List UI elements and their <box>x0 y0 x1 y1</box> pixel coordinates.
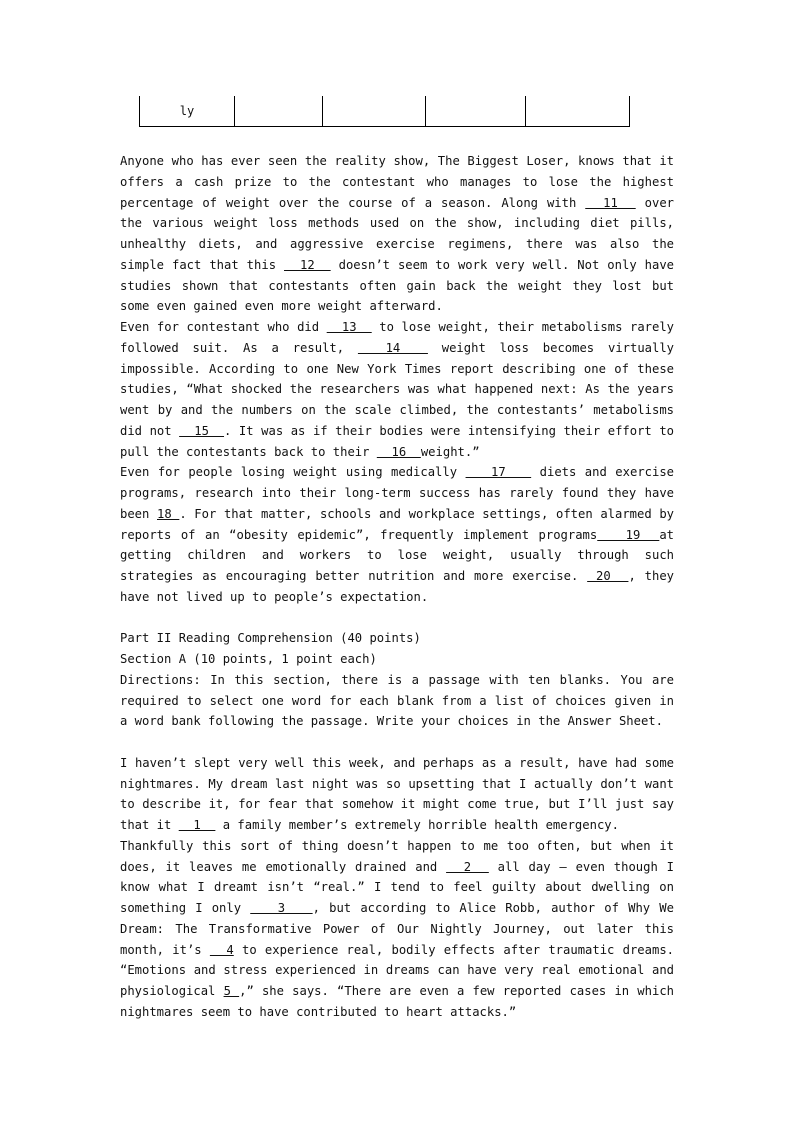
table-cell <box>323 96 426 127</box>
blank-1: 1 <box>178 818 216 832</box>
text-run: Thankfully this sort of thing doesn’t happen to me too often, but when it does, it leaves me emotionally drained and <box>120 838 674 874</box>
document-body <box>120 151 674 1023</box>
text-run: . It was as if their bodies were intensifying their effort to pull the contestants back to their <box>120 423 674 459</box>
text-run: all day — even though I know what I dreamt isn’t “real.” I tend to feel guilty about dwelling on something I only <box>120 859 674 915</box>
blank-13: 13 <box>326 320 372 334</box>
passage1-paragraph-3 <box>120 462 674 607</box>
text-run: to lose weight, their metabolisms rarely followed suit. As a result, <box>120 320 675 355</box>
blank-17: 17 <box>465 465 532 480</box>
blank-20: 20 <box>587 569 629 583</box>
table-cell <box>235 96 323 127</box>
text-run: weight.” <box>420 444 480 459</box>
blank-12: 12 <box>284 257 331 272</box>
passage2-paragraph-1 <box>120 753 674 836</box>
blank-3: 3 <box>250 901 313 915</box>
text-run: ,” she says. “There are even a few reported cases in which nightmares seem to have contributed to heart attacks.” <box>120 984 674 1019</box>
text-run: over the various weight loss methods used on the show, including diet pills, unhealthy diets, and aggressive exercise regimens, there was also the simple fact that this <box>120 195 674 272</box>
blank-18: 18 <box>157 506 180 521</box>
text-run: Anyone who has ever seen the reality show, The Biggest Loser, knows that it offers a cash prize to the contestant who manages to lose the highest percentage of weight over the course of a season. Along with <box>120 154 674 210</box>
part2-directions: Directions: In this section, there is a passage with ten blanks. You are required to select one word for each blank from a list of choices given in a word bank following the passage. Write your choices in the Answer Sheet. <box>120 672 674 729</box>
text-run: at getting children and workers to lose weight, usually through such strategies as encouraging better nutrition and more exercise. <box>120 527 674 583</box>
part2-title: Part II Reading Comprehension (40 points) <box>120 631 421 646</box>
spacer <box>120 608 674 629</box>
text-run: weight loss becomes virtually impossible. According to one New York Times report describing one of these studies, “What shocked the researchers was what happened next: As the years went by and the numbers on the scale climbed, the contestants’ metabolisms did not <box>120 340 675 438</box>
text-run: , but according to Alice Robb, author of Why We Dream: The Transformative Power of Our Nightly Journey, out later this month, it’s <box>120 901 674 957</box>
blank-16: 16 <box>376 444 421 459</box>
blank-2: 2 <box>446 859 489 874</box>
text-run: I haven’t slept very well this week, and perhaps as a result, have had some nightmares. My dream last night was so upsetting that I actually don’t want to describe it, for fear that somehow it might come true, but I’ll just say that it <box>120 755 674 832</box>
blank-4: 4 <box>209 942 234 957</box>
text-run: to experience real, bodily effects after traumatic dreams. “Emotions and stress experienced in dreams can have very real emotional and physiological <box>120 942 674 998</box>
text-run: doesn’t seem to work very well. Not only have studies shown that contestants often gain back the weight they lost but some even gained even more weight afterward. <box>120 257 674 314</box>
passage2-paragraph-2 <box>120 836 674 1023</box>
table-row <box>140 96 630 127</box>
part2-section-title: Section A (10 points, 1 point each) <box>120 652 377 666</box>
table-cell <box>426 96 526 127</box>
text-run: a family member’s extremely horrible health emergency. <box>215 818 619 832</box>
table-cell <box>526 96 630 127</box>
passage1-paragraph-1 <box>120 151 674 317</box>
passage1-paragraph-2 <box>120 317 674 462</box>
blank-15: 15 <box>179 423 225 438</box>
text-run: diets and exercise programs, research into their long-term success has rarely found they have been <box>120 465 675 521</box>
spacer <box>120 732 674 753</box>
blank-19: 19 <box>597 527 660 542</box>
score-table-fragment <box>139 96 630 127</box>
text-run: , they have not lived up to people’s expectation. <box>120 569 674 604</box>
blank-14: 14 <box>357 340 428 355</box>
table-cell: ly <box>140 96 235 127</box>
text-run: Even for people losing weight using medically <box>120 465 466 480</box>
blank-5: 5 <box>223 984 240 998</box>
text-run: Even for contestant who did <box>120 320 327 334</box>
text-run: . For that matter, schools and workplace settings, often alarmed by reports of an “obesity epidemic”, frequently implement programs <box>120 506 675 542</box>
blank-11: 11 <box>585 195 636 210</box>
